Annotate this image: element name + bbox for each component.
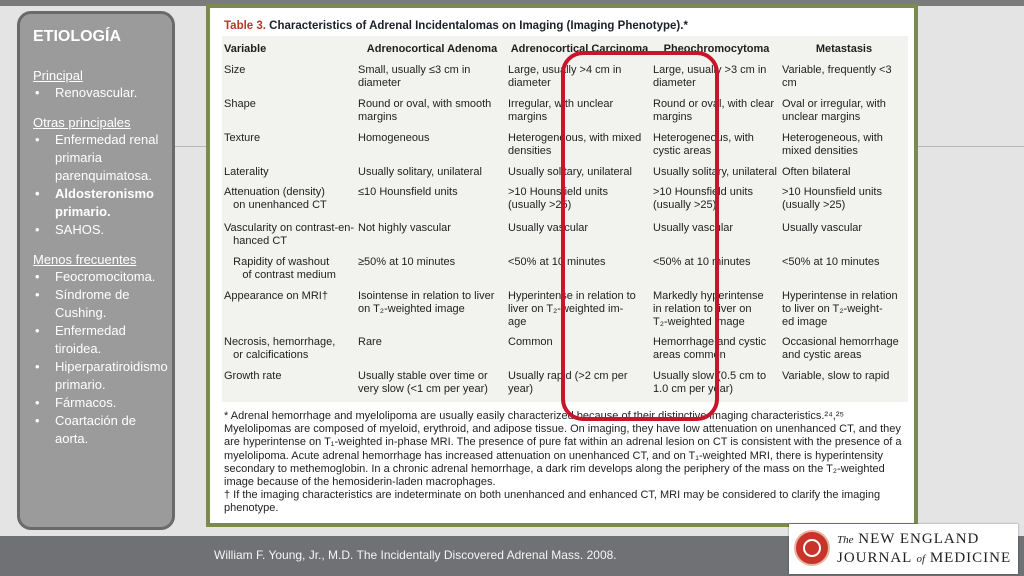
table-variable-cell: Shape: [224, 98, 256, 110]
sidebar-list-item: • SAHOS.: [33, 221, 162, 239]
sidebar-list: [33, 84, 162, 102]
table-cell: Usually rapid (>2 cm per year): [508, 370, 628, 395]
table-cell: Variable, slow to rapid: [782, 370, 890, 382]
table-variable-cell: Attenuation (density) on unenhanced CT: [224, 186, 327, 211]
table-cell: Occasional hemorrhage and cystic areas: [782, 336, 899, 361]
sidebar-list: [33, 268, 168, 448]
sidebar-list-item: • Feocromocitoma.: [33, 268, 162, 286]
table-cell: Hyperintense in relation to liver on T₂-weight- ed image: [782, 290, 898, 328]
document-frame: [206, 4, 918, 527]
sidebar-list: [33, 131, 162, 239]
table-cell: Oval or irregular, with unclear margins: [782, 98, 886, 123]
sidebar-list-item: • Fármacos.: [33, 394, 162, 412]
table-cell: Heterogeneous, with mixed densities: [782, 132, 883, 157]
table-cell: Variable, frequently <3 cm: [782, 64, 892, 89]
table-cell: Hyperintense in relation to liver on T₂-weighted im- age: [508, 290, 636, 328]
table-cell: Irregular, with unclear margins: [508, 98, 614, 123]
table-cell: >10 Hounsfield units (usually >25): [508, 186, 608, 211]
sidebar-list-item: • Enfermedad tiroidea.: [33, 322, 162, 358]
sidebar-list-item: • Hiperparatiroidismo primario.: [33, 358, 162, 394]
table-cell: <50% at 10 minutes: [653, 256, 751, 268]
table-variable-cell: Rapidity of washout of contrast medium: [233, 256, 336, 281]
table-variable-cell: Appearance on MRI†: [224, 290, 328, 302]
highlight-circle: [561, 51, 719, 421]
table-cell: Usually stable over time or very slow (<1 cm per year): [358, 370, 488, 395]
table-title: [222, 14, 908, 36]
table-variable-cell: Necrosis, hemorrhage, or calcifications: [224, 336, 336, 361]
table-cell: Heterogeneous, with cystic areas: [653, 132, 754, 157]
table-variable-cell: Growth rate: [224, 370, 282, 382]
sidebar-list-item: • Renovascular.: [33, 84, 162, 102]
sidebar-heading: Otras principales: [33, 115, 131, 130]
table-cell: Large, usually >4 cm in diameter: [508, 64, 622, 89]
table-cell: Usually slow (0.5 cm to 1.0 cm per year): [653, 370, 767, 395]
table-cell: Common: [508, 336, 553, 348]
divider-line-left: [175, 146, 206, 147]
table-footnotes: [222, 410, 908, 516]
table-cell: Not highly vascular: [358, 222, 451, 234]
table-cell: Usually vascular: [508, 222, 589, 234]
table-cell: Often bilateral: [782, 166, 851, 178]
table-cell: Usually solitary, unilateral: [508, 166, 632, 178]
table-cell: <50% at 10 minutes: [782, 256, 880, 268]
table-cell: <50% at 10 minutes: [508, 256, 606, 268]
table-cell: >10 Hounsfield units (usually >25): [782, 186, 882, 211]
divider-line-right: [918, 146, 1024, 147]
sidebar-list-item: • Aldosteronismo primario.: [33, 185, 162, 221]
table-variable-cell: Vascularity on contrast-en- hanced CT: [224, 222, 355, 247]
table-header-cell: Adrenocortical Adenoma: [366, 43, 498, 55]
table-cell: Rare: [358, 336, 382, 348]
table-cell: Homogeneous: [358, 132, 430, 144]
table-cell: ≥50% at 10 minutes: [358, 256, 456, 268]
logo-line-1: The NEW ENGLAND: [837, 531, 980, 547]
logo-line-2: JOURNAL of MEDICINE: [837, 550, 1012, 566]
table-header-cell: Pheochromocytoma: [663, 43, 770, 55]
table-cell: Markedly hyperintense in relation to liver on T₂-weighted image: [653, 290, 764, 328]
table-cell: Usually vascular: [782, 222, 863, 234]
table-cell: Usually solitary, unilateral: [653, 166, 777, 178]
table-cell: Usually solitary, unilateral: [358, 166, 482, 178]
sidebar-heading: Principal: [33, 68, 83, 83]
etiology-sidebar: [17, 11, 175, 530]
table-header-cell: Adrenocortical Carcinoma: [510, 43, 649, 55]
table-cell: Round or oval, with clear margins: [653, 98, 775, 123]
footnote-star: * Adrenal hemorrhage and myelolipoma are usually easily characterized because of their distinctive imaging characteristics.²⁴,²⁵ Myelolipomas are composed of myeloid, erythroid, and adipose tissue. On imaging, they have low attenuation on unenhanced CT, and they are hyperintense on T₁-weighted in-phase MRI. The presence of pure fat within an adrenal lesion on CT is consistent with the presence of a myelolipoma. Acute adrenal hemorrhage has increased attenuation on unenhanced CT, and on T₁-weighted MRI, there is hyperintensity secondary to methemoglobin. In a chronic adrenal hemorrhage, a dark rim develops along the periphery of the mass on the T₂-weighted image because of the hemosiderin-laden macrophages.: [224, 410, 902, 489]
sidebar-title: ETIOLOGÍA: [33, 28, 121, 45]
journal-logo: [789, 524, 1018, 574]
sidebar-list-item: • Síndrome de Cushing.: [33, 286, 162, 322]
table-cell: ≤10 Hounsfield units: [358, 186, 458, 198]
table-number: Table 3.: [224, 20, 266, 32]
table-cell: >10 Hounsfield units (usually >25): [653, 186, 753, 211]
citation-text: William F. Young, Jr., M.D. The Incidentally Discovered Adrenal Mass. 2008.: [214, 548, 617, 562]
table-variable-cell: Laterality: [224, 166, 269, 178]
table-cell: Hemorrhage and cystic areas common: [653, 336, 767, 361]
sidebar-heading: Menos frecuentes: [33, 252, 137, 267]
sidebar-list-item: • Enfermedad renal primaria parenquimatosa.: [33, 131, 162, 185]
table-cell: Heterogeneous, with mixed densities: [508, 132, 642, 157]
table-header-cell: Metastasis: [815, 43, 873, 55]
table-cell: Round or oval, with smooth margins: [358, 98, 492, 123]
table-variable-cell: Texture: [224, 132, 261, 144]
table-cell: Small, usually ≤3 cm in diameter: [358, 64, 471, 89]
table-cell: Isointense in relation to liver on T₂-weighted image: [358, 290, 495, 315]
table-document: [210, 8, 914, 523]
table-header-cell: Variable: [224, 43, 267, 55]
table-variable-cell: Size: [224, 64, 246, 76]
sidebar-list-item: • Coartación de aorta.: [33, 412, 162, 448]
journal-seal-icon: [794, 530, 830, 566]
footnote-dagger: † If the imaging characteristics are indeterminate on both unenhanced and enhanced CT, MRI may be considered to clarify the imaging phenotype.: [224, 489, 881, 515]
table-cell: Large, usually >3 cm in diameter: [653, 64, 767, 89]
table-caption: Characteristics of Adrenal Incidentalomas on Imaging (Imaging Phenotype).*: [269, 20, 688, 32]
table-cell: Usually vascular: [653, 222, 734, 234]
sidebar-sections: [33, 68, 168, 448]
